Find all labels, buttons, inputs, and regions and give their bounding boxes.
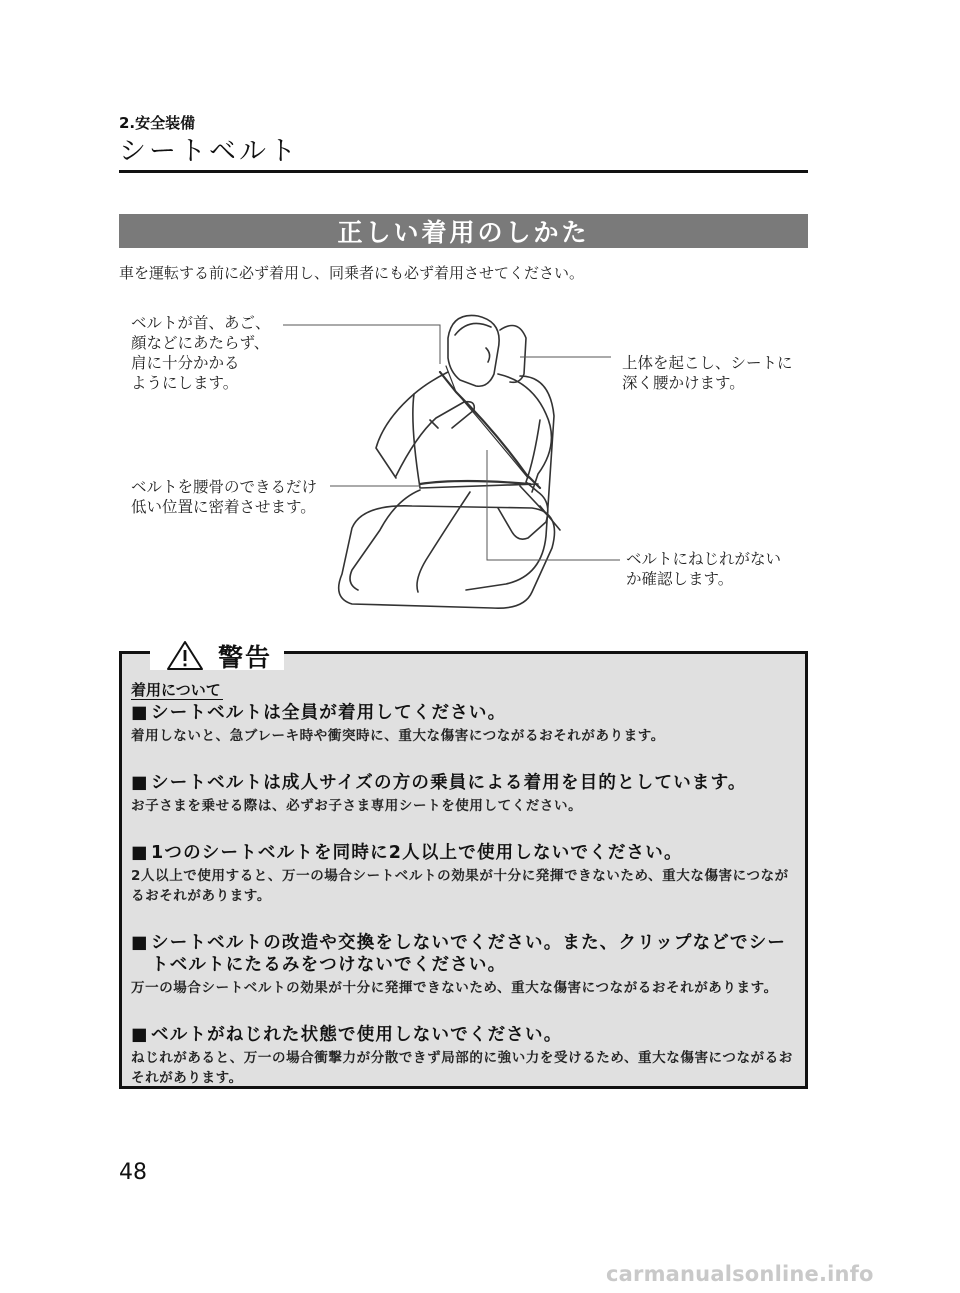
warning-item-heading-text: 1つのシートベルトを同時に2人以上で使用しないでください。: [151, 843, 683, 863]
warning-item-heading: [131, 702, 799, 724]
square-bullet-icon: ■: [131, 1025, 149, 1045]
warning-item-body: お子さまを乗せる際は、必ずお子さま専用シートを使用してください。: [131, 798, 583, 814]
warning-item: [131, 1024, 799, 1088]
callout-posture: 上体を起こし、シートに 深く腰かけます。: [622, 354, 793, 392]
warning-item-heading: [131, 1024, 799, 1046]
warning-item-body: 2人以上で使用すると、万一の場合シートベルトの効果が十分に発揮できないため、重大な傷害につながるおそれがあります。: [131, 868, 789, 904]
section-label: 2.安全装備: [119, 114, 196, 132]
warning-item-heading-text: シートベルトは全員が着用してください。: [151, 703, 507, 723]
callout-twist-check: ベルトにねじれがない か確認します。: [626, 550, 782, 588]
banner-title: 正しい着用のしかた: [337, 218, 590, 247]
warning-subheading-text: 着用について: [131, 681, 221, 699]
warning-item: [131, 932, 799, 998]
warning-item-heading: [131, 932, 799, 976]
square-bullet-icon: ■: [131, 703, 149, 723]
warning-item-body: 着用しないと、急ブレーキ時や衝突時に、重大な傷害につながるおそれがあります。: [131, 728, 665, 744]
callout-shoulder-belt: ベルトが首、あご、 顔などにあたらず、 肩に十分かかる ようにします。: [131, 314, 271, 392]
warning-item-heading-text: シートベルトは成人サイズの方の乗員による着用を目的としています。: [151, 773, 747, 793]
page-title: シートベルト: [119, 136, 299, 167]
warning-item-heading: [131, 772, 799, 794]
warning-title: 警告: [218, 643, 273, 672]
intro-text: 車を運転する前に必ず着用し、同乗者にも必ず着用させてください。: [119, 264, 585, 282]
warning-item-body: 万一の場合シートベルトの効果が十分に発揮できないため、重大な傷害につながるおそれがあります。: [131, 980, 778, 996]
warning-item-body: ねじれがあると、万一の場合衝撃力が分散できず局部的に強い力を受けるため、重大な傷害につながるおそれがあります。: [131, 1050, 793, 1086]
warning-content: [131, 680, 799, 1088]
warning-subheading: [131, 680, 799, 700]
watermark: carmanualsonline.info: [606, 1262, 874, 1286]
warning-item-heading: [131, 842, 799, 864]
warning-item: [131, 772, 799, 816]
warning-item: [131, 702, 799, 746]
page-number: 48: [119, 1160, 147, 1185]
square-bullet-icon: ■: [131, 933, 149, 953]
callout-lap-belt: ベルトを腰骨のできるだけ 低い位置に密着させます。: [131, 478, 318, 516]
square-bullet-icon: ■: [131, 843, 149, 863]
square-bullet-icon: ■: [131, 773, 149, 793]
warning-triangle-icon: [165, 639, 205, 671]
warning-item: [131, 842, 799, 906]
warning-item-heading-text: ベルトがねじれた状態で使用しないでください。: [151, 1025, 563, 1045]
warning-item-heading-text: シートベルトの改造や交換をしないでください。また、クリップなどでシートベルトにたるみをつけないでください。: [151, 933, 787, 975]
